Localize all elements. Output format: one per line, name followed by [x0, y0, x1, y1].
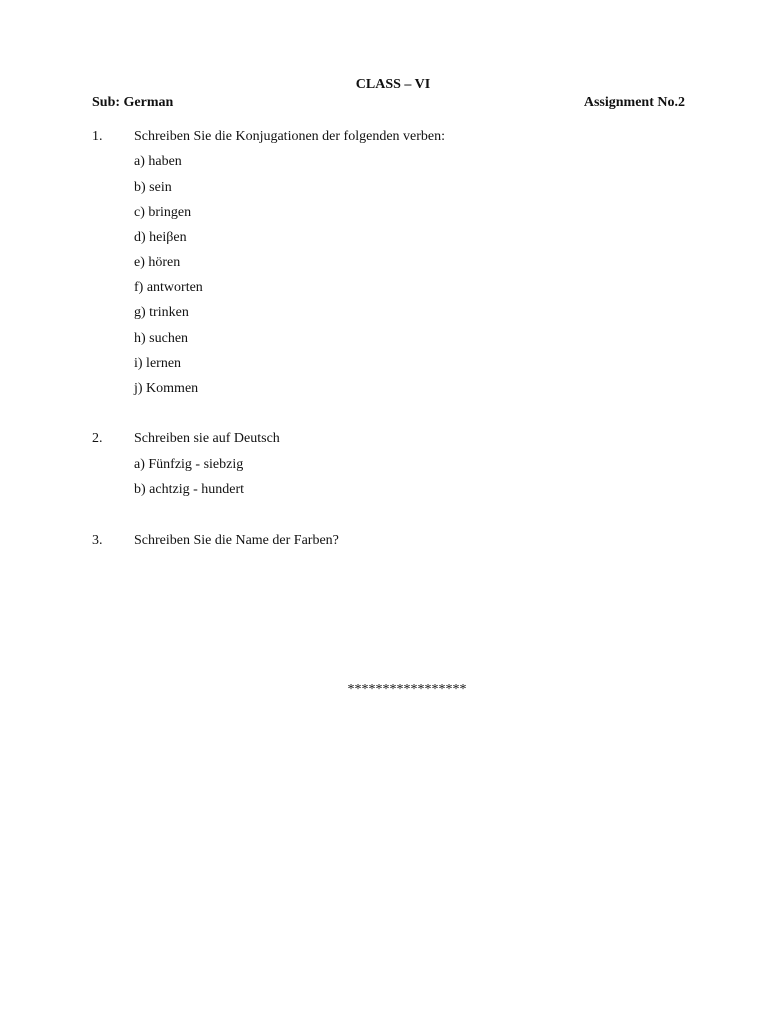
- question-1-item: c) bringen: [134, 205, 192, 220]
- question-1-item: a) haben: [134, 154, 182, 169]
- question-1-item: i) lernen: [134, 356, 182, 371]
- question-1-item: f) antworten: [134, 280, 203, 295]
- question-3-text: Schreiben Sie die Name der Farben?: [134, 533, 339, 548]
- question-1-item: b) sein: [134, 180, 172, 195]
- class-title: CLASS – VI: [355, 77, 431, 92]
- question-2-text: Schreiben sie auf Deutsch: [134, 431, 280, 446]
- question-1-item: d) heiβen: [134, 230, 187, 245]
- assignment-number: Assignment No.2: [583, 95, 685, 110]
- question-1-item: j) Kommen: [134, 381, 199, 396]
- question-1-item: e) hören: [134, 255, 181, 270]
- question-3-number: 3.: [92, 533, 103, 548]
- question-1-text: Schreiben Sie die Konjugationen der folgenden verben:: [134, 129, 446, 144]
- question-1-number: 1.: [92, 129, 103, 144]
- footer-separator: *****************: [347, 682, 467, 697]
- question-1-item: h) suchen: [134, 331, 189, 346]
- subject-label: Sub: German: [92, 95, 174, 110]
- question-2-item: b) achtzig - hundert: [134, 482, 245, 497]
- question-1-item: g) trinken: [134, 305, 189, 320]
- question-2-number: 2.: [92, 431, 103, 446]
- question-2-item: a) Fünfzig - siebzig: [134, 457, 244, 472]
